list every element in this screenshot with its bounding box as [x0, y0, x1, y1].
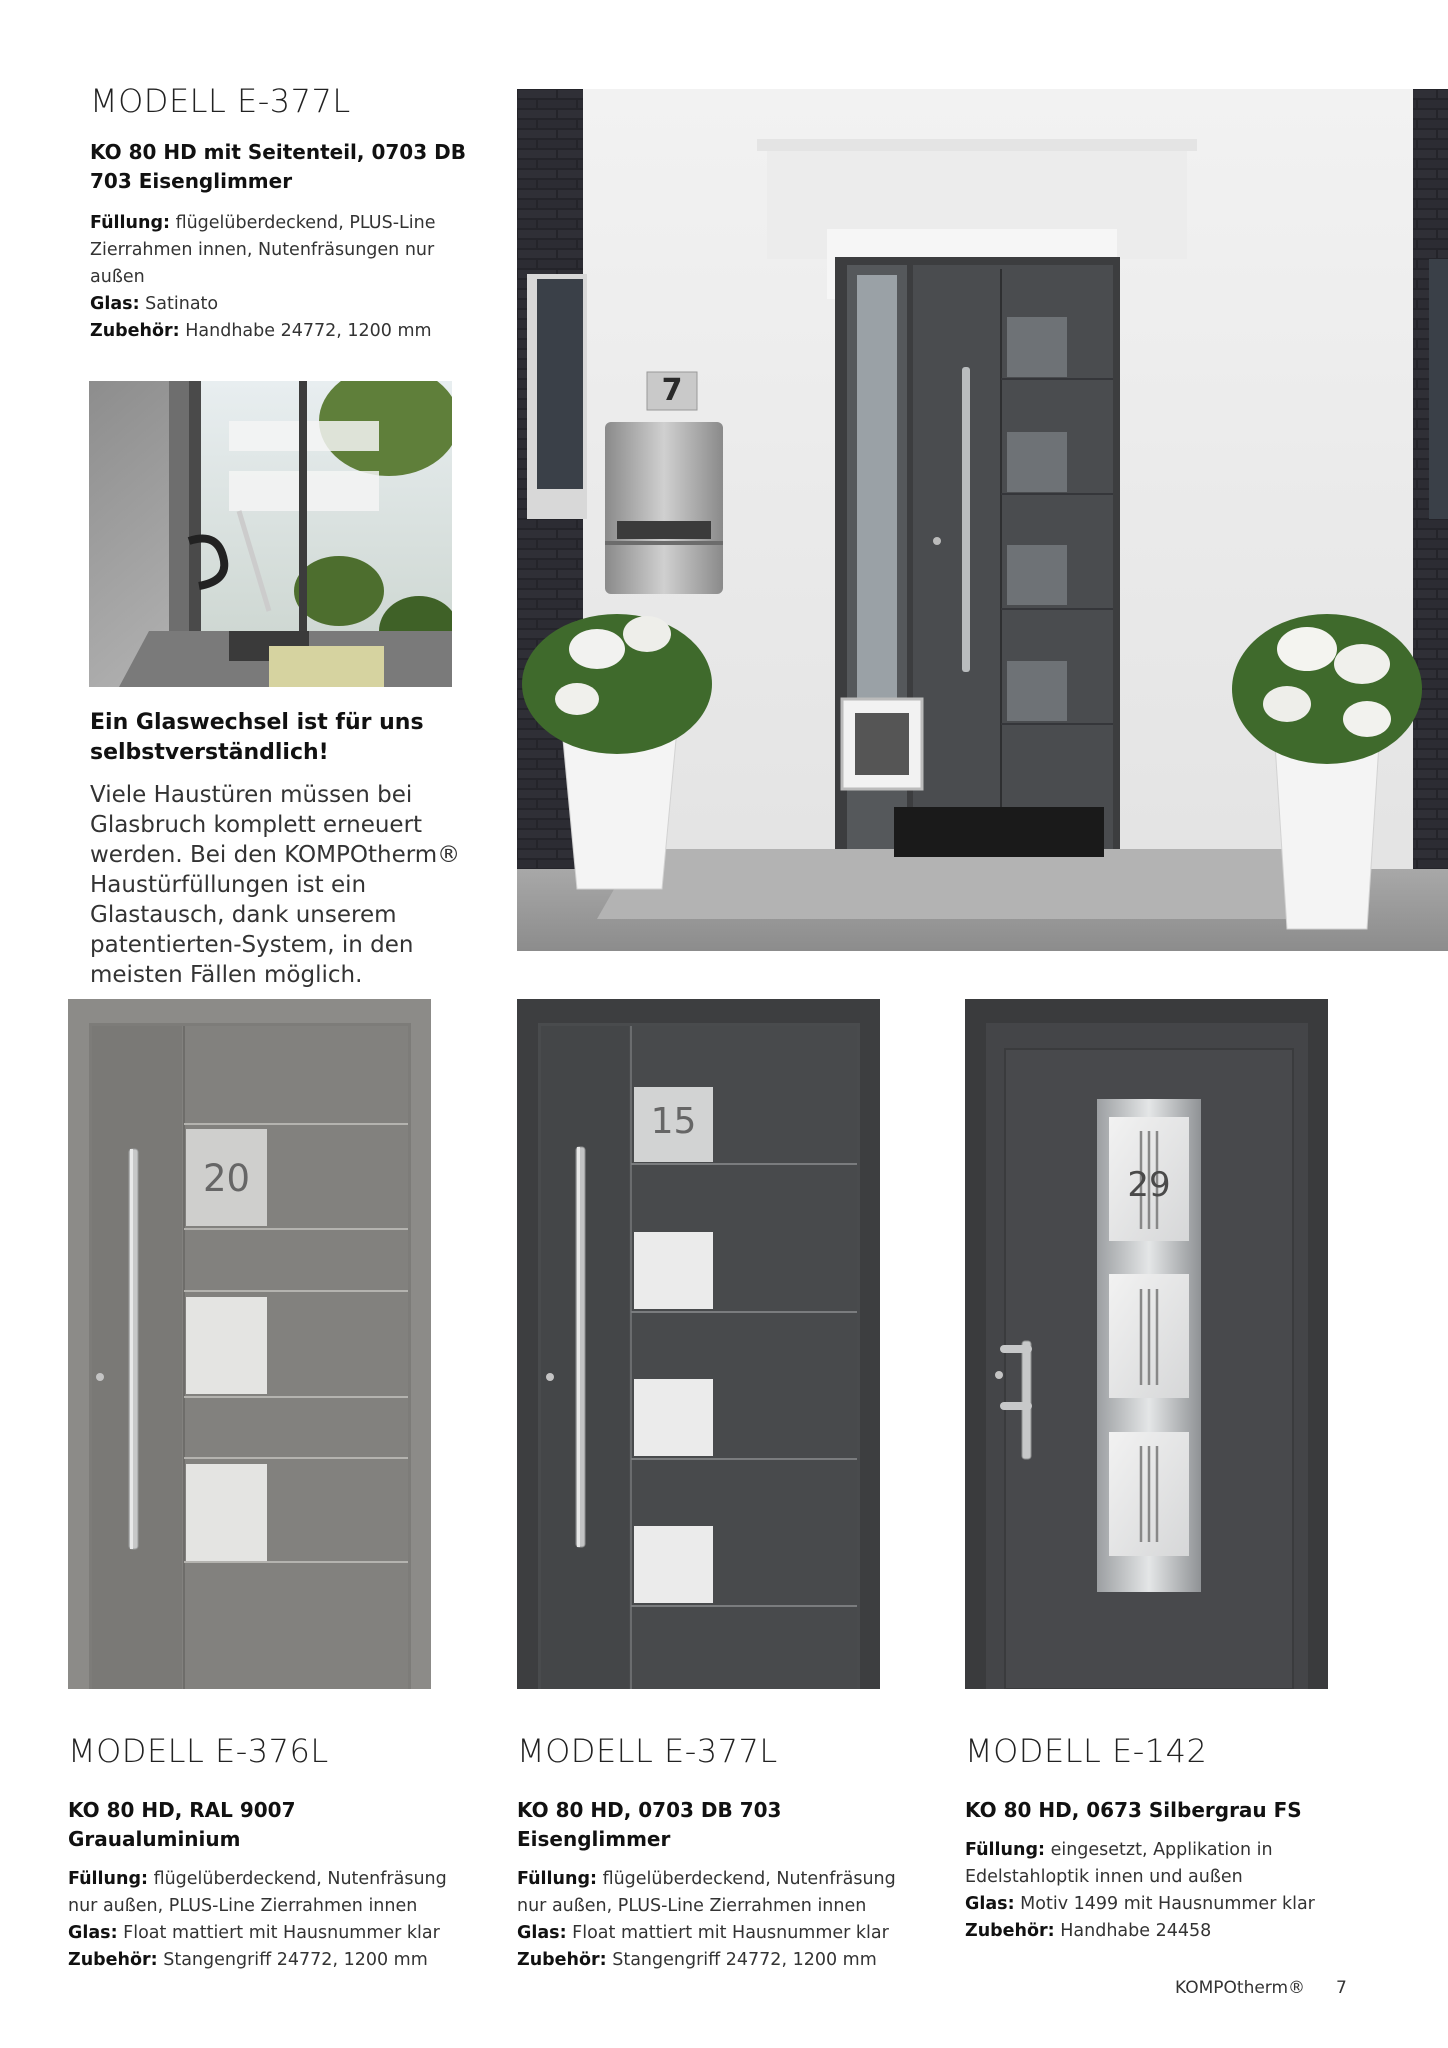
door-e376l-image: [68, 999, 431, 1689]
glas-text: Satinato: [145, 294, 219, 314]
glass-frame-detail-photo: [89, 381, 452, 687]
door-number-29: 29: [1127, 1165, 1171, 1205]
zubehoer-text: Stangengriff 24772, 1200 mm: [612, 1950, 877, 1970]
glas-label: Glas:: [965, 1894, 1015, 1914]
zubehoer-label: Zubehör:: [517, 1950, 607, 1970]
model-specs: [517, 1866, 917, 1974]
glass-exchange-body: Viele Haustüren müssen bei Glasbruch komplett erneuert werden. Bei den KOMPOtherm® Haustürfüllungen ist ein Glastausch, dank unserem patentierten-System, in den meisten Fällen möglich.: [90, 782, 461, 988]
entrance-photo: [517, 89, 1448, 951]
door-e377l-image: [517, 999, 880, 1689]
door-number-20: 20: [202, 1157, 251, 1200]
model-subtitle: KO 80 HD, 0673 Silbergrau FS: [965, 1798, 1302, 1822]
page-number: 7: [1336, 1978, 1347, 1998]
glas-label: Glas:: [68, 1923, 118, 1943]
model-subtitle-top: KO 80 HD mit Seitenteil, 0703 DB 703 Eisenglimmer: [90, 140, 466, 193]
model-block-e142: [965, 1732, 1365, 1945]
glas-text: Float mattiert mit Hausnummer klar: [572, 1923, 889, 1943]
glas-label: Glas:: [90, 294, 140, 314]
glas-text: Float mattiert mit Hausnummer klar: [123, 1923, 440, 1943]
model-specs: [68, 1866, 468, 1974]
model-specs-top: [90, 210, 480, 345]
fuellung-label: Füllung:: [90, 213, 170, 233]
model-block-e377l: [517, 1732, 917, 1974]
zubehoer-label: Zubehör:: [965, 1921, 1055, 1941]
footer-brand: KOMPOtherm®: [1175, 1978, 1306, 1998]
model-subtitle: KO 80 HD, RAL 9007 Graualuminium: [68, 1798, 296, 1851]
model-specs: [965, 1837, 1365, 1945]
zubehoer-text: Handhabe 24772, 1200 mm: [185, 321, 432, 341]
fuellung-text: flügelüberdeckend, Nutenfräsung nur außen, PLUS-Line Zierrahmen innen: [517, 1869, 896, 1916]
model-title: MODELL E-376L: [68, 1732, 329, 1770]
model-title: MODELL E-142: [965, 1732, 1208, 1770]
fuellung-text: flügelüberdeckend, PLUS-Line Zierrahmen innen, Nutenfräsungen nur außen: [90, 213, 436, 287]
zubehoer-label: Zubehör:: [90, 321, 180, 341]
glas-text: Motiv 1499 mit Hausnummer klar: [1020, 1894, 1315, 1914]
glas-label: Glas:: [517, 1923, 567, 1943]
fuellung-label: Füllung:: [68, 1869, 148, 1889]
zubehoer-label: Zubehör:: [68, 1950, 158, 1970]
door-e142-image: [965, 999, 1328, 1689]
model-subtitle: KO 80 HD, 0703 DB 703 Eisenglimmer: [517, 1798, 782, 1851]
zubehoer-text: Stangengriff 24772, 1200 mm: [163, 1950, 428, 1970]
fuellung-text: flügelüberdeckend, Nutenfräsung nur außen, PLUS-Line Zierrahmen innen: [68, 1869, 447, 1916]
model-title: MODELL E-377L: [517, 1732, 778, 1770]
fuellung-text: eingesetzt, Applikation in Edelstahloptik innen und außen: [965, 1840, 1273, 1887]
house-number-plate: 7: [661, 373, 683, 408]
fuellung-label: Füllung:: [517, 1869, 597, 1889]
glass-exchange-heading: Ein Glaswechsel ist für uns selbstverständlich!: [90, 710, 424, 765]
fuellung-label: Füllung:: [965, 1840, 1045, 1860]
model-block-e376l: [68, 1732, 468, 1974]
door-number-15: 15: [650, 1101, 697, 1142]
model-title-top: MODELL E-377L: [90, 82, 351, 120]
zubehoer-text: Handhabe 24458: [1060, 1921, 1212, 1941]
